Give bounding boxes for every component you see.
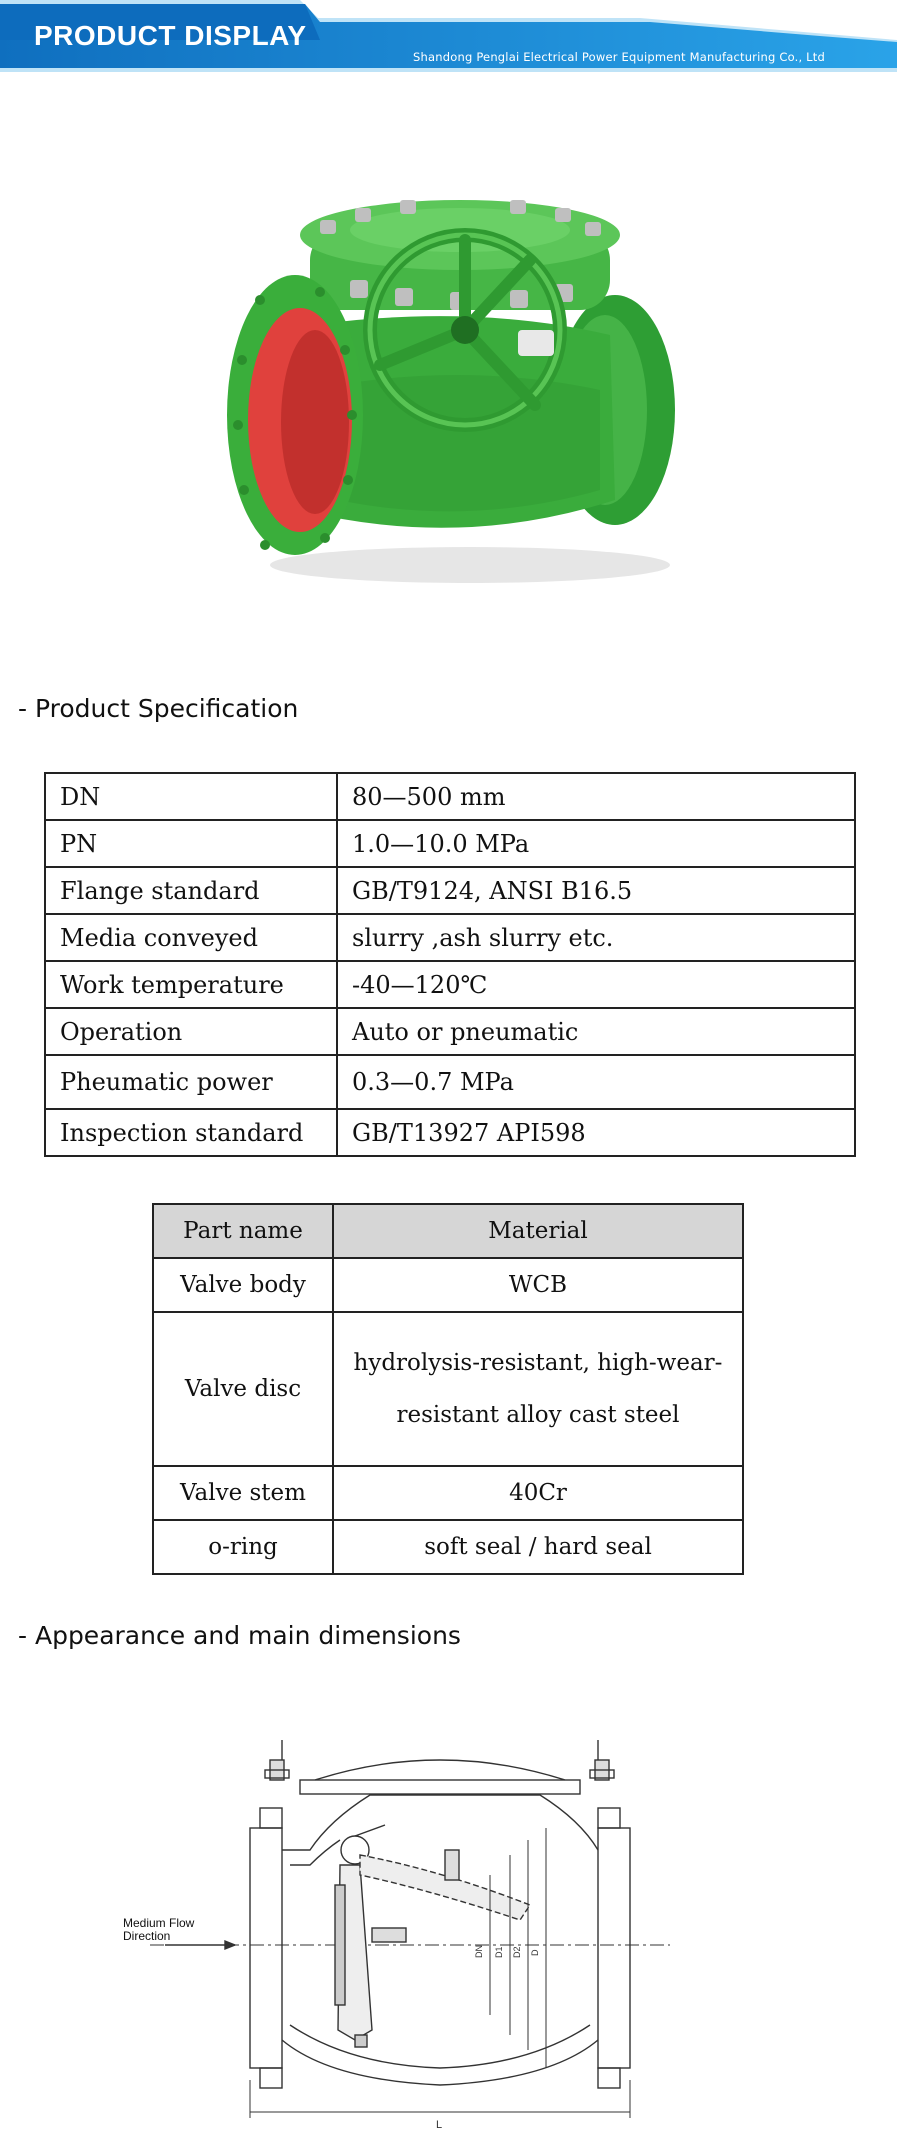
spec-label: PN [45, 820, 337, 867]
dim-label-dn: DN [474, 1945, 484, 1958]
part-name: Valve stem [153, 1466, 333, 1520]
table-row [45, 1008, 855, 1055]
company-name: Shandong Penglai Electrical Power Equipment Manufacturing Co., Ltd [413, 50, 825, 64]
dimensions-heading: - Appearance and main dimensions [18, 1621, 461, 1650]
dim-label-d: D [530, 1949, 540, 1956]
spec-label: Inspection standard [45, 1109, 337, 1156]
table-row [45, 820, 855, 867]
part-name: Valve disc [153, 1312, 333, 1466]
product-image [220, 160, 700, 600]
table-row [45, 1055, 855, 1109]
header-part-name: Part name [153, 1204, 333, 1258]
table-row [153, 1466, 743, 1520]
table-row [45, 961, 855, 1008]
table-header-row [153, 1204, 743, 1258]
table-row [45, 867, 855, 914]
part-material: hydrolysis-resistant, high-wear-resistant alloy cast steel [333, 1312, 743, 1466]
spec-label: Pheumatic power [45, 1055, 337, 1109]
header-material: Material [333, 1204, 743, 1258]
table-row [45, 773, 855, 820]
table-row [45, 914, 855, 961]
spec-value: Auto or pneumatic [337, 1008, 855, 1055]
spec-value: 80—500 mm [337, 773, 855, 820]
part-material: WCB [333, 1258, 743, 1312]
spec-heading: - Product Specification [18, 694, 299, 723]
table-row [153, 1258, 743, 1312]
dim-label-d2: D2 [512, 1946, 522, 1958]
banner-title: PRODUCT DISPLAY [34, 20, 307, 51]
part-name: Valve body [153, 1258, 333, 1312]
dimension-drawing [110, 1700, 750, 2141]
dim-label-l: L [436, 2119, 443, 2131]
spec-value: slurry ,ash slurry etc. [337, 914, 855, 961]
spec-label: Work temperature [45, 961, 337, 1008]
spec-value: GB/T13927 API598 [337, 1109, 855, 1156]
part-material: soft seal / hard seal [333, 1520, 743, 1574]
valve-section-drawing [110, 1700, 750, 2141]
materials-table [152, 1203, 744, 1575]
spec-label: DN [45, 773, 337, 820]
spec-value: 1.0—10.0 MPa [337, 820, 855, 867]
spec-value: GB/T9124, ANSI B16.5 [337, 867, 855, 914]
part-name: o-ring [153, 1520, 333, 1574]
table-row [153, 1312, 743, 1466]
spec-label: Flange standard [45, 867, 337, 914]
spec-label: Media conveyed [45, 914, 337, 961]
spec-table [44, 772, 856, 1157]
medium-flow-label: Medium Flow Direction [123, 1916, 195, 1943]
swing-check-valve-illustration [220, 160, 700, 600]
table-row [153, 1520, 743, 1574]
table-row [45, 1109, 855, 1156]
part-material: 40Cr [333, 1466, 743, 1520]
dim-label-d1: D1 [494, 1946, 504, 1958]
spec-label: Operation [45, 1008, 337, 1055]
header-banner [0, 0, 897, 72]
spec-value: 0.3—0.7 MPa [337, 1055, 855, 1109]
spec-value: -40—120℃ [337, 961, 855, 1008]
